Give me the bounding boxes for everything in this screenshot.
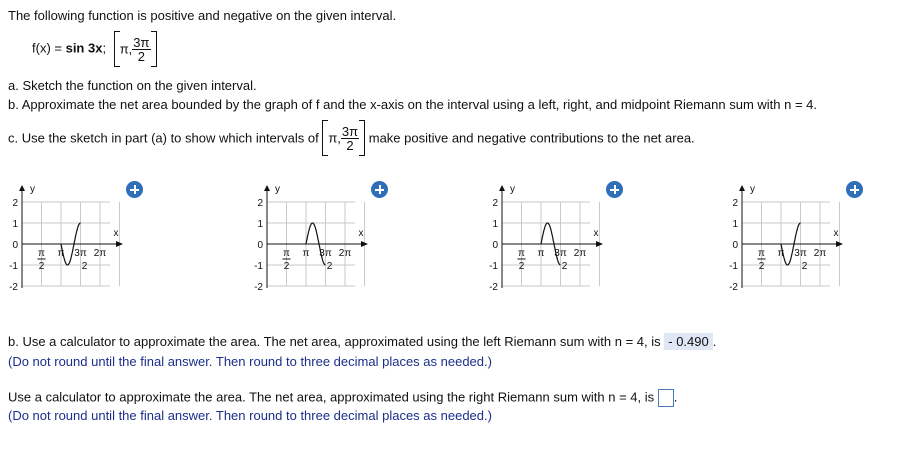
x-tick-pi: π bbox=[302, 248, 310, 259]
zoom-in-icon[interactable] bbox=[846, 181, 863, 198]
right-riemann-answer-input[interactable] bbox=[658, 389, 674, 407]
left-riemann-suffix: . bbox=[712, 334, 717, 349]
part-c-suffix: make positive and negative contributions to the net area. bbox=[368, 130, 695, 146]
y-tick-label: -2 bbox=[254, 282, 263, 293]
x-tick-half-num: π bbox=[758, 248, 765, 259]
y-tick-label: 1 bbox=[12, 219, 18, 230]
right-riemann-hint: (Do not round until the final answer. Then round to three decimal places as needed.) bbox=[8, 408, 492, 423]
left-riemann-prompt: b. Use a calculator to approximate the area. The net area, approximated using the left Riemann sum with n = 4, is bbox=[8, 334, 661, 349]
x-tick-half-den: 2 bbox=[38, 261, 45, 272]
part-a-text: a. Sketch the function on the given interval. bbox=[8, 78, 257, 93]
interval-end-num: 3π bbox=[133, 34, 150, 50]
x-tick-half-num: π bbox=[38, 248, 45, 259]
right-riemann-prompt: Use a calculator to approximate the area. The net area, approximated using the right Riemann sum with n = 4, is bbox=[8, 389, 655, 405]
x-tick-2pi: 2π bbox=[93, 248, 107, 259]
interval-start: π, bbox=[119, 41, 133, 57]
y-axis-arrow bbox=[19, 185, 25, 191]
graph-option-4[interactable] bbox=[720, 180, 870, 305]
x-tick-three-half-den: 2 bbox=[801, 261, 808, 272]
x-axis-label: x bbox=[358, 228, 364, 239]
y-tick-label: 2 bbox=[257, 198, 263, 209]
y-axis-label: y bbox=[750, 184, 755, 195]
zoom-in-icon[interactable] bbox=[126, 181, 143, 198]
y-tick-label: 0 bbox=[257, 240, 263, 251]
graph-option-2[interactable] bbox=[245, 180, 395, 305]
x-tick-three-half-den: 2 bbox=[326, 261, 333, 272]
function-separator: ; bbox=[102, 40, 107, 56]
x-tick-pi: π bbox=[57, 248, 65, 259]
left-riemann-question bbox=[8, 334, 716, 349]
zoom-in-icon[interactable] bbox=[371, 181, 388, 198]
part-c-text bbox=[8, 120, 695, 156]
x-tick-2pi: 2π bbox=[813, 248, 827, 259]
interval-end-den: 2 bbox=[137, 48, 146, 64]
y-tick-label: -2 bbox=[729, 282, 738, 293]
y-axis-label: y bbox=[510, 184, 515, 195]
y-tick-label: -2 bbox=[9, 282, 18, 293]
y-tick-label: -1 bbox=[254, 261, 263, 272]
graph-option-1[interactable] bbox=[0, 180, 150, 305]
part-c-interval-end bbox=[341, 125, 359, 152]
function-lhs: f(x) = bbox=[32, 40, 66, 56]
zoom-in-icon[interactable] bbox=[606, 181, 623, 198]
y-tick-label: -1 bbox=[729, 261, 738, 272]
left-riemann-answer[interactable]: - 0.490 bbox=[664, 333, 712, 350]
x-tick-pi: π bbox=[537, 248, 545, 259]
x-tick-half-den: 2 bbox=[283, 261, 290, 272]
part-c-right-bracket bbox=[359, 120, 365, 156]
x-axis-label: x bbox=[593, 228, 599, 239]
x-tick-half-num: π bbox=[518, 248, 525, 259]
y-tick-label: 2 bbox=[492, 198, 498, 209]
y-tick-label: -2 bbox=[489, 282, 498, 293]
x-tick-three-half-den: 2 bbox=[81, 261, 88, 272]
y-tick-label: -1 bbox=[489, 261, 498, 272]
function-expression: sin 3x bbox=[65, 40, 103, 56]
y-tick-label: 2 bbox=[12, 198, 18, 209]
x-tick-2pi: 2π bbox=[573, 248, 587, 259]
interval-end-fraction bbox=[132, 36, 150, 63]
y-axis-arrow bbox=[739, 185, 745, 191]
y-tick-label: 2 bbox=[732, 198, 738, 209]
x-tick-2pi: 2π bbox=[338, 248, 352, 259]
x-tick-half-num: π bbox=[283, 248, 290, 259]
function-definition bbox=[32, 31, 157, 67]
x-tick-3pi: 3π bbox=[794, 248, 807, 259]
graph-option-3[interactable] bbox=[480, 180, 630, 305]
x-tick-half-den: 2 bbox=[758, 261, 765, 272]
left-riemann-hint: (Do not round until the final answer. Then round to three decimal places as needed.) bbox=[8, 354, 492, 369]
y-tick-label: 0 bbox=[12, 240, 18, 251]
y-tick-label: 0 bbox=[492, 240, 498, 251]
x-tick-3pi: 3π bbox=[74, 248, 87, 259]
x-tick-3pi: 3π bbox=[319, 248, 332, 259]
y-tick-label: 1 bbox=[257, 219, 263, 230]
x-axis-label: x bbox=[833, 228, 839, 239]
part-c-interval-end-num: 3π bbox=[341, 123, 359, 139]
part-c-interval-start: π, bbox=[328, 130, 341, 146]
part-c-interval-end-den: 2 bbox=[346, 137, 354, 153]
y-axis-label: y bbox=[30, 184, 35, 195]
y-axis-arrow bbox=[264, 185, 270, 191]
y-tick-label: -1 bbox=[9, 261, 18, 272]
x-tick-3pi: 3π bbox=[554, 248, 567, 259]
x-axis-label: x bbox=[113, 228, 119, 239]
y-axis-label: y bbox=[275, 184, 280, 195]
x-tick-half-den: 2 bbox=[518, 261, 525, 272]
right-riemann-question bbox=[8, 389, 677, 407]
interval-right-bracket bbox=[151, 31, 157, 67]
y-tick-label: 0 bbox=[732, 240, 738, 251]
part-c-prefix: c. Use the sketch in part (a) to show which intervals of bbox=[8, 130, 319, 146]
part-b-text: b. Approximate the net area bounded by the graph of f and the x-axis on the interval using a left, right, and midpoint Riemann sum with n = 4. bbox=[8, 97, 818, 112]
y-tick-label: 1 bbox=[732, 219, 738, 230]
y-tick-label: 1 bbox=[492, 219, 498, 230]
right-riemann-suffix: . bbox=[673, 389, 678, 405]
y-axis-arrow bbox=[499, 185, 505, 191]
x-tick-pi: π bbox=[777, 248, 785, 259]
x-tick-three-half-den: 2 bbox=[561, 261, 568, 272]
intro-text: The following function is positive and negative on the given interval. bbox=[8, 8, 397, 23]
